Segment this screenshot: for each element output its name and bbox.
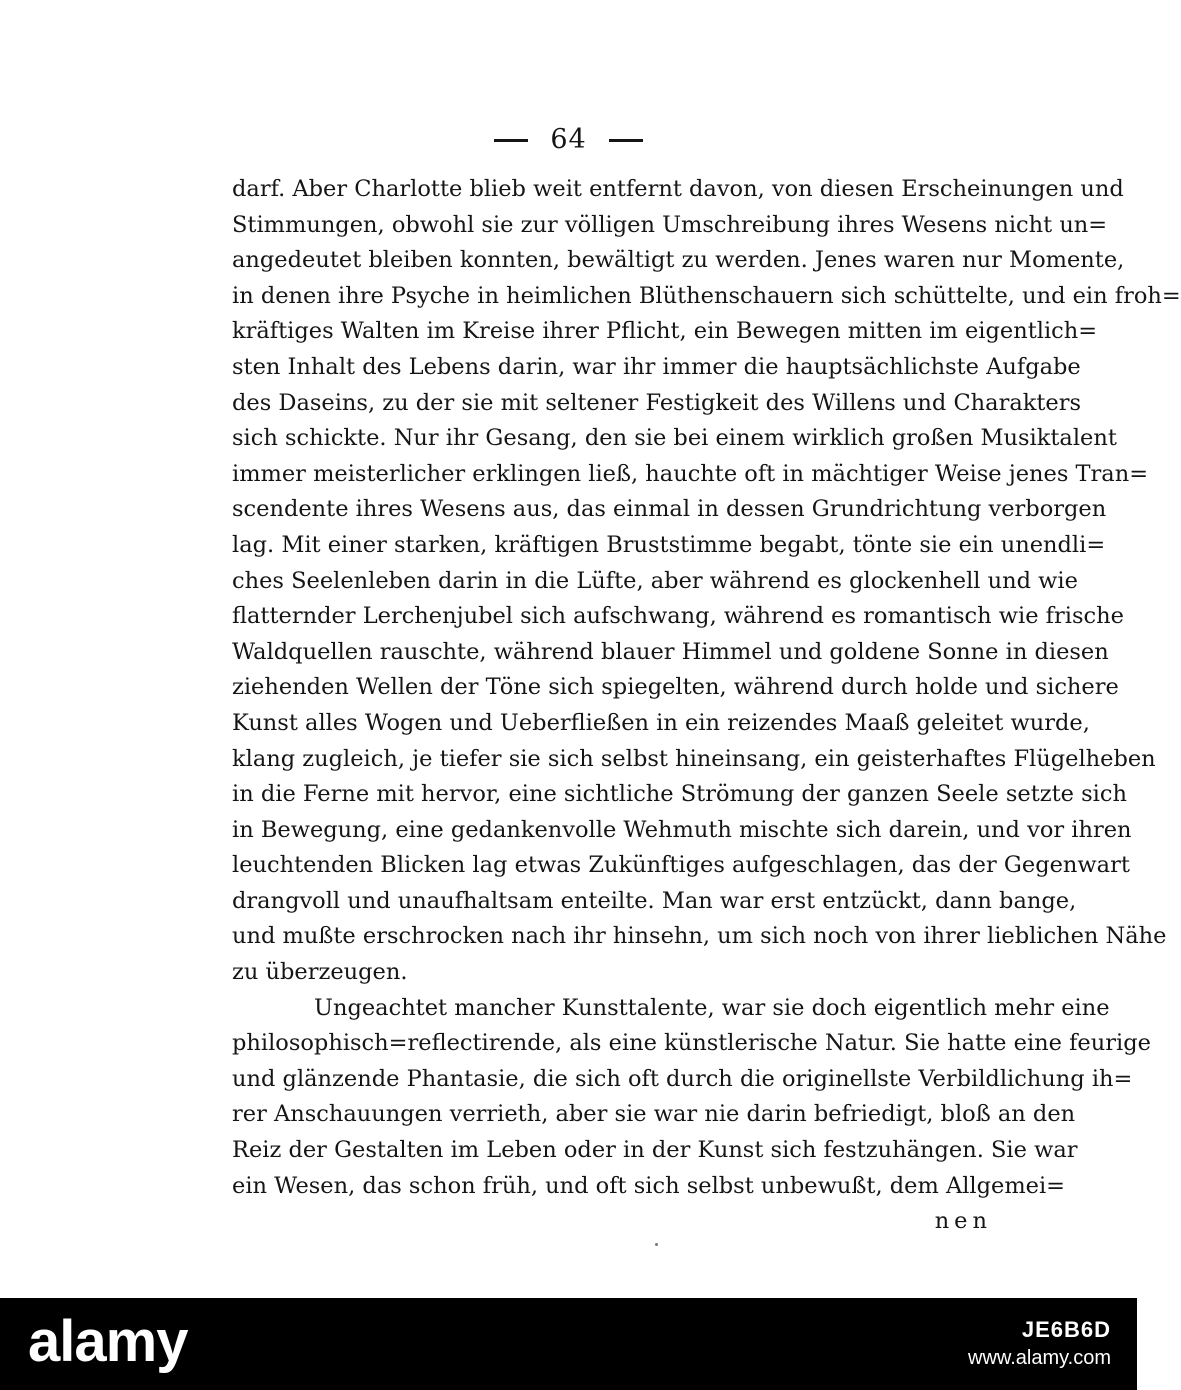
text-line: und mußte erschrocken nach ihr hinsehn, um sich noch von ihrer lieblichen Nähe (232, 923, 1167, 950)
site-url: www.alamy.com (968, 1347, 1111, 1369)
page-number-value: 64 (550, 124, 587, 155)
text-line: philosophisch=reflectirende, als eine künstlerische Natur. Sie hatte eine feurige (232, 1030, 1151, 1057)
text-line: ein Wesen, das schon früh, und oft sich selbst unbewußt, dem Allgemei= (232, 1172, 1066, 1199)
page-number-dash-left (494, 139, 528, 142)
page-number (0, 124, 1137, 155)
catchword: nen (934, 1208, 992, 1235)
body-text (232, 172, 1181, 1240)
alamy-logo: alamy (28, 1309, 188, 1374)
text-line: ziehenden Wellen der Töne sich spiegelten, während durch holde und sichere (232, 674, 1119, 701)
text-line: des Daseins, zu der sie mit seltener Festigkeit des Willens und Charakters (232, 389, 1082, 416)
text-line: Waldquellen rauschte, während blauer Himmel und goldene Sonne in diesen (232, 638, 1109, 665)
text-line: sich schickte. Nur ihr Gesang, den sie bei einem wirklich großen Musiktalent (232, 425, 1117, 452)
text-line: ches Seelenleben darin in die Lüfte, aber während es glockenhell und wie (232, 567, 1078, 594)
text-line: Stimmungen, obwohl sie zur völligen Umschreibung ihres Wesens nicht un= (232, 211, 1108, 238)
text-line: flatternder Lerchenjubel sich aufschwang, während es romantisch wie frische (232, 603, 1124, 630)
text-line: Reiz der Gestalten im Leben oder in der Kunst sich festzuhängen. Sie war (232, 1137, 1078, 1164)
text-line-paragraph-start: Ungeachtet mancher Kunsttalente, war sie doch eigentlich mehr eine (314, 994, 1110, 1021)
text-line: und glänzende Phantasie, die sich oft durch die originellste Verbildlichung ih= (232, 1065, 1133, 1092)
text-line: Kunst alles Wogen und Ueberfließen in ein reizendes Maaß geleitet wurde, (232, 709, 1090, 736)
text-line: kräftiges Walten im Kreise ihrer Pflicht, ein Bewegen mitten im eigentlich= (232, 318, 1098, 345)
banner-info (968, 1316, 1111, 1372)
text-line: rer Anschauungen verrieth, aber sie war nie darin befriedigt, bloß an den (232, 1101, 1076, 1128)
text-line: in die Ferne mit hervor, eine sichtliche Strömung der ganzen Seele setzte sich (232, 781, 1127, 808)
text-line: darf. Aber Charlotte blieb weit entfernt davon, von diesen Erscheinungen und (232, 176, 1124, 202)
text-line: in Bewegung, eine gedankenvolle Wehmuth mischte sich darein, und vor ihren (232, 816, 1132, 843)
text-line: sten Inhalt des Lebens darin, war ihr immer die hauptsächlichste Aufgabe (232, 353, 1081, 380)
text-line: leuchtenden Blicken lag etwas Zukünftiges aufgeschlagen, das der Gegenwart (232, 852, 1130, 879)
text-line: zu überzeugen. (232, 959, 408, 986)
text-line: immer meisterlicher erklingen ließ, hauchte oft in mächtiger Weise jenes Tran= (232, 460, 1149, 487)
image-id: JE6B6D (1021, 1317, 1111, 1342)
text-line: scendente ihres Wesens aus, das einmal in dessen Grundrichtung verborgen (232, 496, 1107, 523)
text-line: klang zugleich, je tiefer sie sich selbst hineinsang, ein geisterhaftes Flügelheben (232, 745, 1156, 772)
paper-speck (655, 1243, 658, 1246)
page-number-dash-right (609, 139, 643, 142)
text-line: lag. Mit einer starken, kräftigen Bruststimme begabt, tönte sie ein unendli= (232, 531, 1106, 558)
text-line: drangvoll und unaufhaltsam enteilte. Man war erst entzückt, dann bange, (232, 887, 1077, 914)
stock-banner (0, 1298, 1137, 1390)
text-line: angedeutet bleiben konnten, bewältigt zu werden. Jenes waren nur Momente, (232, 247, 1125, 274)
text-line: in denen ihre Psyche in heimlichen Blüthenschauern sich schüttelte, und ein froh= (232, 282, 1181, 309)
